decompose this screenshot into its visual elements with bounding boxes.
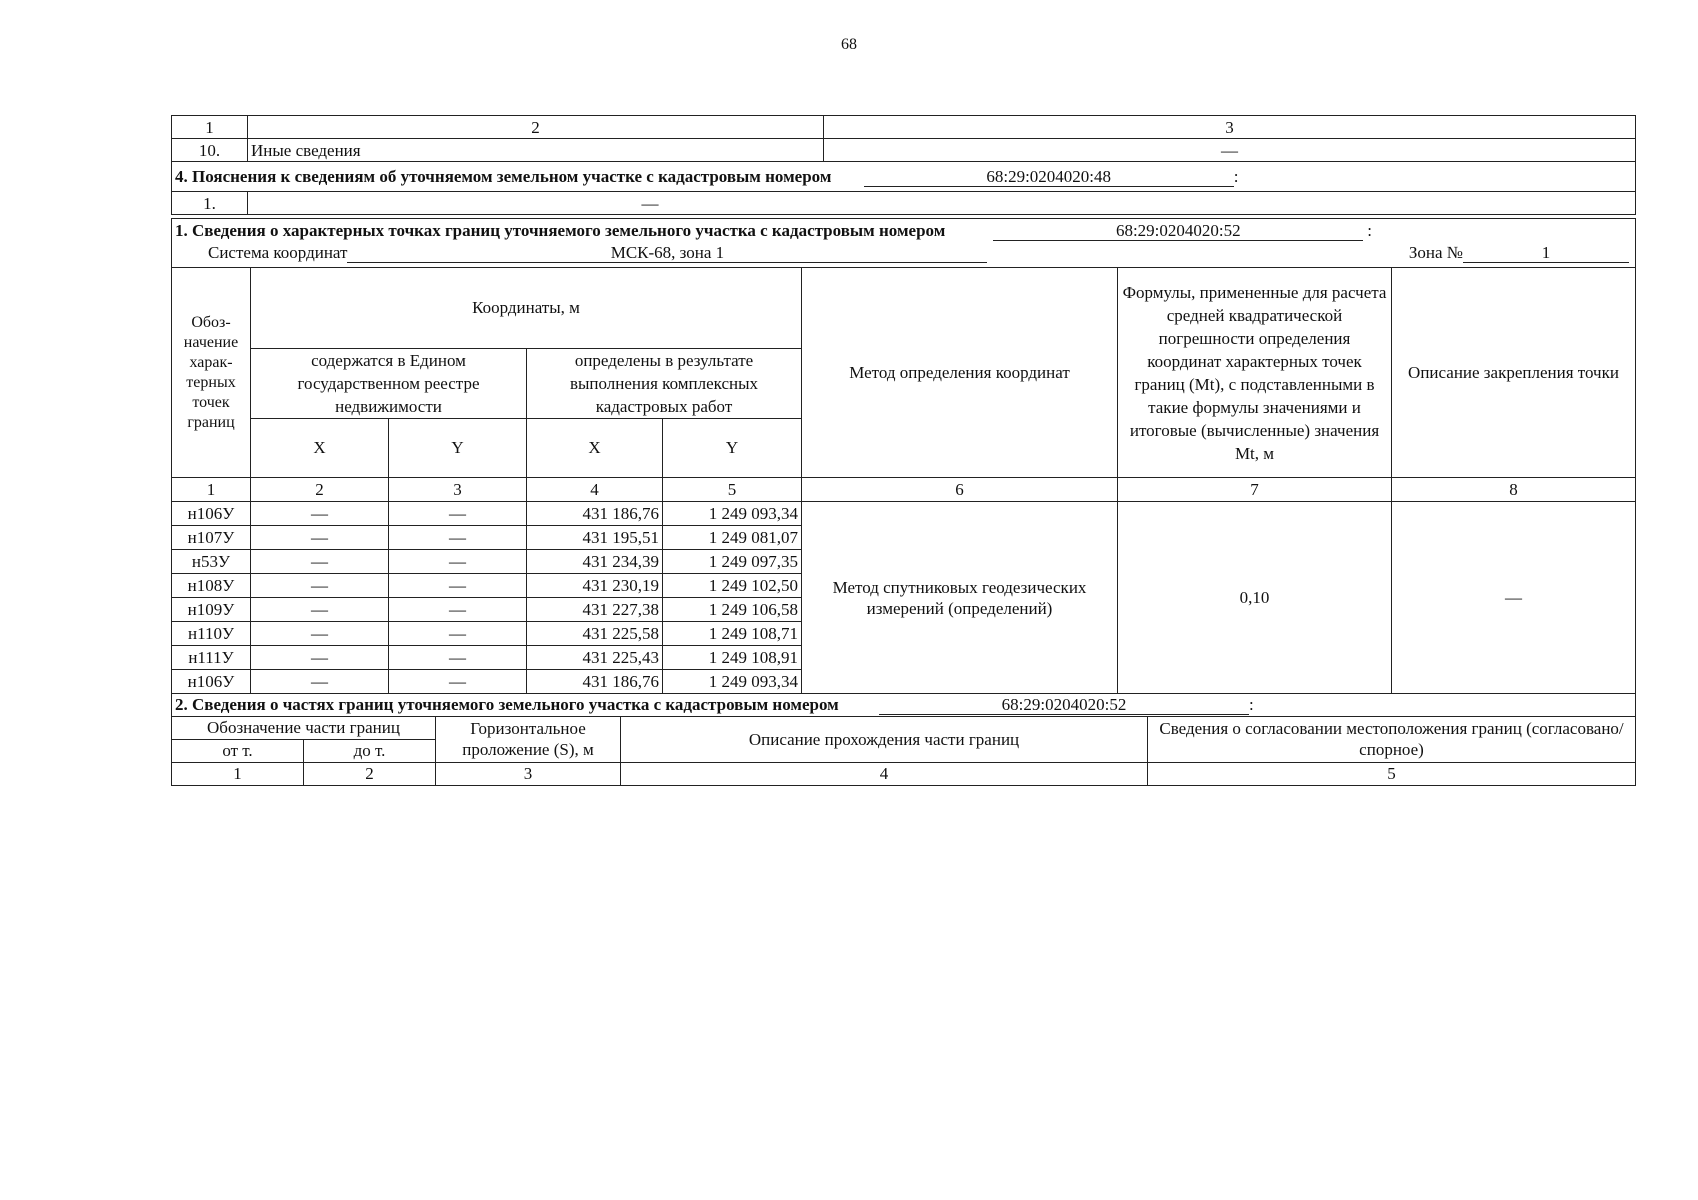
section2-title-row [172, 693, 1636, 716]
x-egrn: — [251, 502, 389, 526]
y-header: Y [389, 419, 527, 478]
y-value: 1 249 106,58 [663, 598, 802, 622]
col-number: 3 [824, 116, 1636, 139]
y-egrn: — [389, 502, 527, 526]
x-header: X [251, 419, 389, 478]
point-designation: н110У [172, 622, 251, 646]
col-number: 5 [1148, 762, 1636, 785]
col-number: 6 [802, 478, 1118, 502]
section2-title: 2. Сведения о частях границ уточняемого земельного участка с кадастровым номером [175, 695, 839, 714]
point-designation: н106У [172, 502, 251, 526]
row-value: — [641, 193, 659, 213]
x-egrn: — [251, 550, 389, 574]
complex-works-header: определены в результате выполнения комплексных кадастровых работ [527, 349, 802, 419]
x-egrn: — [251, 622, 389, 646]
part-designation-header: Обозначение части границ [172, 716, 436, 739]
description-header: Описание прохождения части границ [621, 716, 1148, 762]
section1-title: 1. Сведения о характерных точках границ уточняемого земельного участка с кадастровым номером [175, 221, 946, 240]
coordinates-header: Координаты, м [251, 268, 802, 349]
col-number: 3 [436, 762, 621, 785]
document-body [171, 115, 1636, 786]
horizontal-header: Горизонтальное проложение (S), м [436, 716, 621, 762]
col-number: 2 [248, 116, 824, 139]
y-value: 1 249 093,34 [663, 502, 802, 526]
zone-label: Зона № [1408, 243, 1463, 262]
y-egrn: — [389, 550, 527, 574]
top-table-header-row [172, 116, 1636, 139]
column-numbers-row [172, 478, 1636, 502]
colon: : [1249, 695, 1254, 714]
method-value: Метод спутниковых геодезических измерений (определений) [802, 502, 1118, 694]
formulas-header: Формулы, примененные для расчета средней квадратической погрешности определения координат характерных точек границ (Mt), с подставленными в такие формулы значениями и итоговые (вычисленные) значения Mt, м [1118, 268, 1392, 478]
y-value: 1 249 093,34 [663, 670, 802, 694]
colon: : [1367, 221, 1373, 240]
y-egrn: — [389, 670, 527, 694]
col-number: 1 [172, 116, 248, 139]
section1-title-row [172, 219, 1636, 268]
x-egrn: — [251, 598, 389, 622]
colon: : [1233, 167, 1239, 186]
section1-header-row [172, 268, 1636, 349]
fixing-value: — [1392, 502, 1636, 694]
x-value: 431 234,39 [527, 550, 663, 574]
point-designation: н53У [172, 550, 251, 574]
col-number: 4 [621, 762, 1148, 785]
to-header: до т. [304, 739, 436, 762]
top-table [171, 115, 1636, 215]
y-egrn: — [389, 646, 527, 670]
y-value: 1 249 108,91 [663, 646, 802, 670]
col-number: 2 [251, 478, 389, 502]
x-value: 431 225,58 [527, 622, 663, 646]
y-value: 1 249 108,71 [663, 622, 802, 646]
from-header: от т. [172, 739, 304, 762]
table-row [172, 502, 1636, 526]
x-egrn: — [251, 670, 389, 694]
col-number: 3 [389, 478, 527, 502]
y-egrn: — [389, 526, 527, 550]
column-numbers-row [172, 762, 1636, 785]
y-value: 1 249 102,50 [663, 574, 802, 598]
coordinate-system-value: МСК-68, зона 1 [347, 243, 987, 263]
point-designation: н108У [172, 574, 251, 598]
designation-header: Обоз-начение харак-терных точек границ [172, 268, 251, 478]
col-number: 4 [527, 478, 663, 502]
agreement-header: Сведения о согласовании местоположения границ (согласовано/спорное) [1148, 716, 1636, 762]
row-number: 1. [172, 192, 248, 215]
col-number: 1 [172, 478, 251, 502]
col-number: 7 [1118, 478, 1392, 502]
point-designation: н111У [172, 646, 251, 670]
y-egrn: — [389, 598, 527, 622]
section2-table [171, 693, 1636, 786]
y-egrn: — [389, 574, 527, 598]
point-designation: н107У [172, 526, 251, 550]
x-egrn: — [251, 526, 389, 550]
zone-value: 1 [1463, 243, 1629, 263]
col-number: 8 [1392, 478, 1636, 502]
method-header: Метод определения координат [802, 268, 1118, 478]
egrn-header: содержатся в Едином государственном реестре недвижимости [251, 349, 527, 419]
row-number: 10. [172, 139, 248, 162]
x-egrn: — [251, 646, 389, 670]
section4-cadastral-number: 68:29:0204020:48 [864, 167, 1234, 187]
section4-header-row [172, 162, 1636, 192]
x-value: 431 227,38 [527, 598, 663, 622]
x-value: 431 186,76 [527, 502, 663, 526]
section1-table [171, 218, 1636, 694]
col-number: 2 [304, 762, 436, 785]
table-row [172, 139, 1636, 162]
col-number: 5 [663, 478, 802, 502]
section2-cadastral-number: 68:29:0204020:52 [879, 695, 1249, 715]
row-value: — [824, 139, 1636, 162]
x-egrn: — [251, 574, 389, 598]
y-value: 1 249 097,35 [663, 550, 802, 574]
section4-title: 4. Пояснения к сведениям об уточняемом земельном участке с кадастровым номером [175, 167, 832, 186]
y-value: 1 249 081,07 [663, 526, 802, 550]
point-designation: н109У [172, 598, 251, 622]
x-header: X [527, 419, 663, 478]
row-label: Иные сведения [248, 139, 824, 162]
y-header: Y [663, 419, 802, 478]
coordinate-system-label: Система координат [208, 243, 348, 262]
section1-cadastral-number: 68:29:0204020:52 [993, 221, 1363, 241]
points-table-body [172, 502, 1636, 694]
mt-value: 0,10 [1118, 502, 1392, 694]
x-value: 431 230,19 [527, 574, 663, 598]
table-row [172, 192, 1636, 215]
x-value: 431 195,51 [527, 526, 663, 550]
x-value: 431 225,43 [527, 646, 663, 670]
fixing-header: Описание закрепления точки [1392, 268, 1636, 478]
y-egrn: — [389, 622, 527, 646]
x-value: 431 186,76 [527, 670, 663, 694]
page-number: 68 [841, 36, 857, 53]
col-number: 1 [172, 762, 304, 785]
point-designation: н106У [172, 670, 251, 694]
